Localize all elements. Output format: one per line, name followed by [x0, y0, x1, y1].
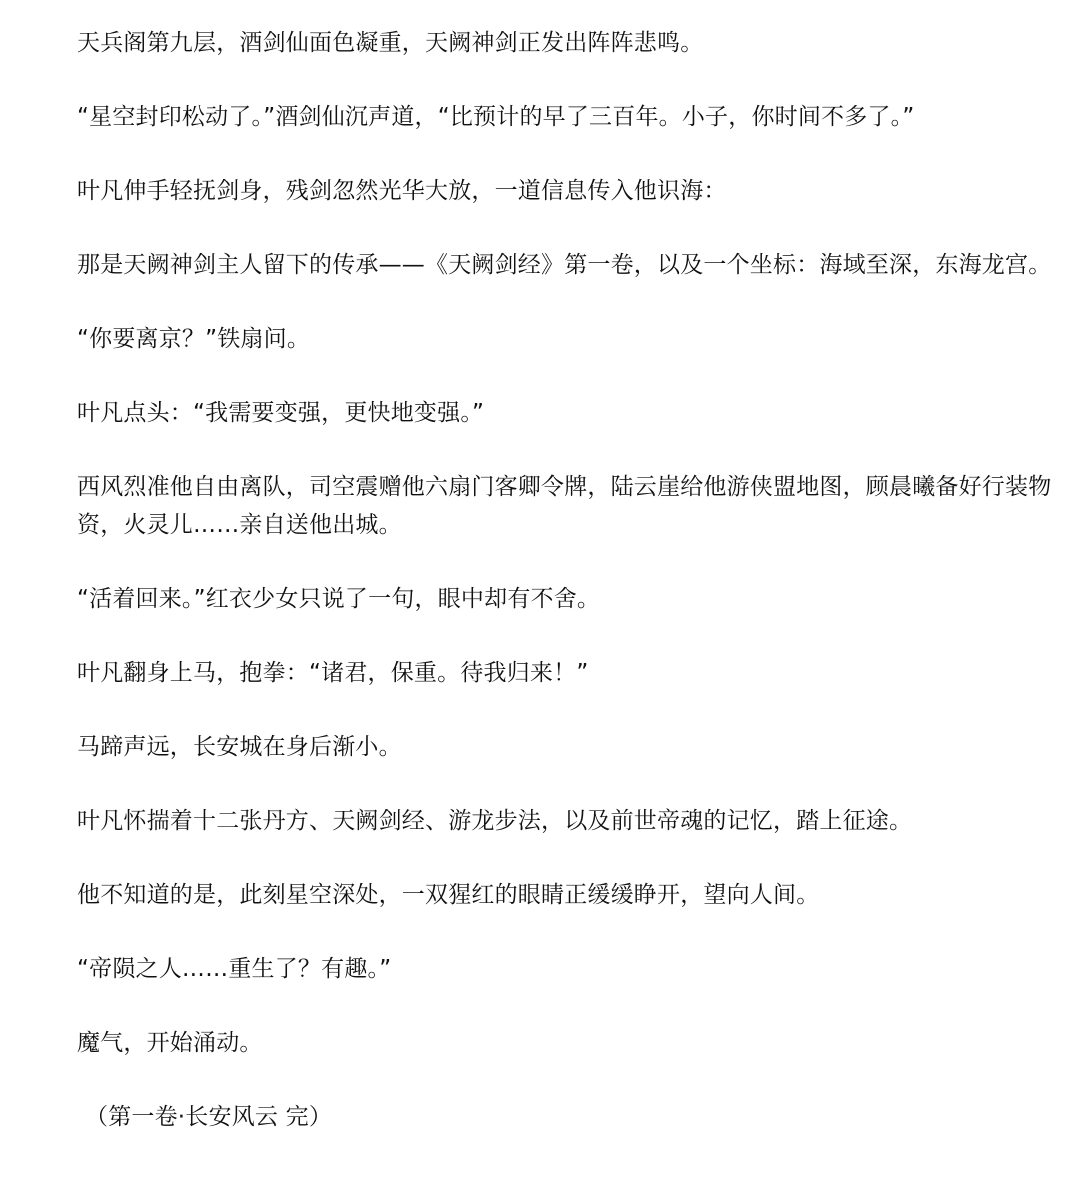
paragraph: 天兵阁第九层，酒剑仙面色凝重，天阙神剑正发出阵阵悲鸣。: [77, 30, 704, 56]
paragraph: “星空封印松动了。”酒剑仙沉声道，“比预计的早了三百年。小子，你时间不多了。”: [77, 104, 915, 130]
paragraph: 叶凡翻身上马，抱拳：“诸君，保重。待我归来！”: [77, 660, 589, 686]
paragraph: 他不知道的是，此刻星空深处，一双猩红的眼睛正缓缓睁开，望向人间。: [77, 882, 820, 908]
paragraph: 马蹄声远，长安城在身后渐小。: [77, 734, 402, 760]
chapter-text: [77, 24, 1052, 1172]
paragraph: “帝陨之人……重生了？有趣。”: [77, 956, 392, 982]
paragraph: 西风烈准他自由离队，司空震赠他六扇门客卿令牌，陆云崖给他游侠盟地图，顾晨曦备好行装物资，火灵儿……亲自送他出城。: [77, 474, 1052, 538]
volume-end-note: （第一卷·长安风云 完）: [85, 1104, 333, 1130]
paragraph: “活着回来。”红衣少女只说了一句，眼中却有不舍。: [77, 586, 601, 612]
paragraph: “你要离京？”铁扇问。: [77, 326, 311, 352]
paragraph: 叶凡怀揣着十二张丹方、天阙剑经、游龙步法，以及前世帝魂的记忆，踏上征途。: [77, 808, 913, 834]
paragraph: 叶凡点头：“我需要变强，更快地变强。”: [77, 400, 485, 426]
paragraph: 魔气，开始涌动。: [77, 1030, 263, 1056]
paragraph: 叶凡伸手轻抚剑身，残剑忽然光华大放，一道信息传入他识海：: [77, 178, 727, 204]
paragraph: 那是天阙神剑主人留下的传承——《天阙剑经》第一卷，以及一个坐标：海域至深，东海龙宫。: [77, 252, 1052, 278]
